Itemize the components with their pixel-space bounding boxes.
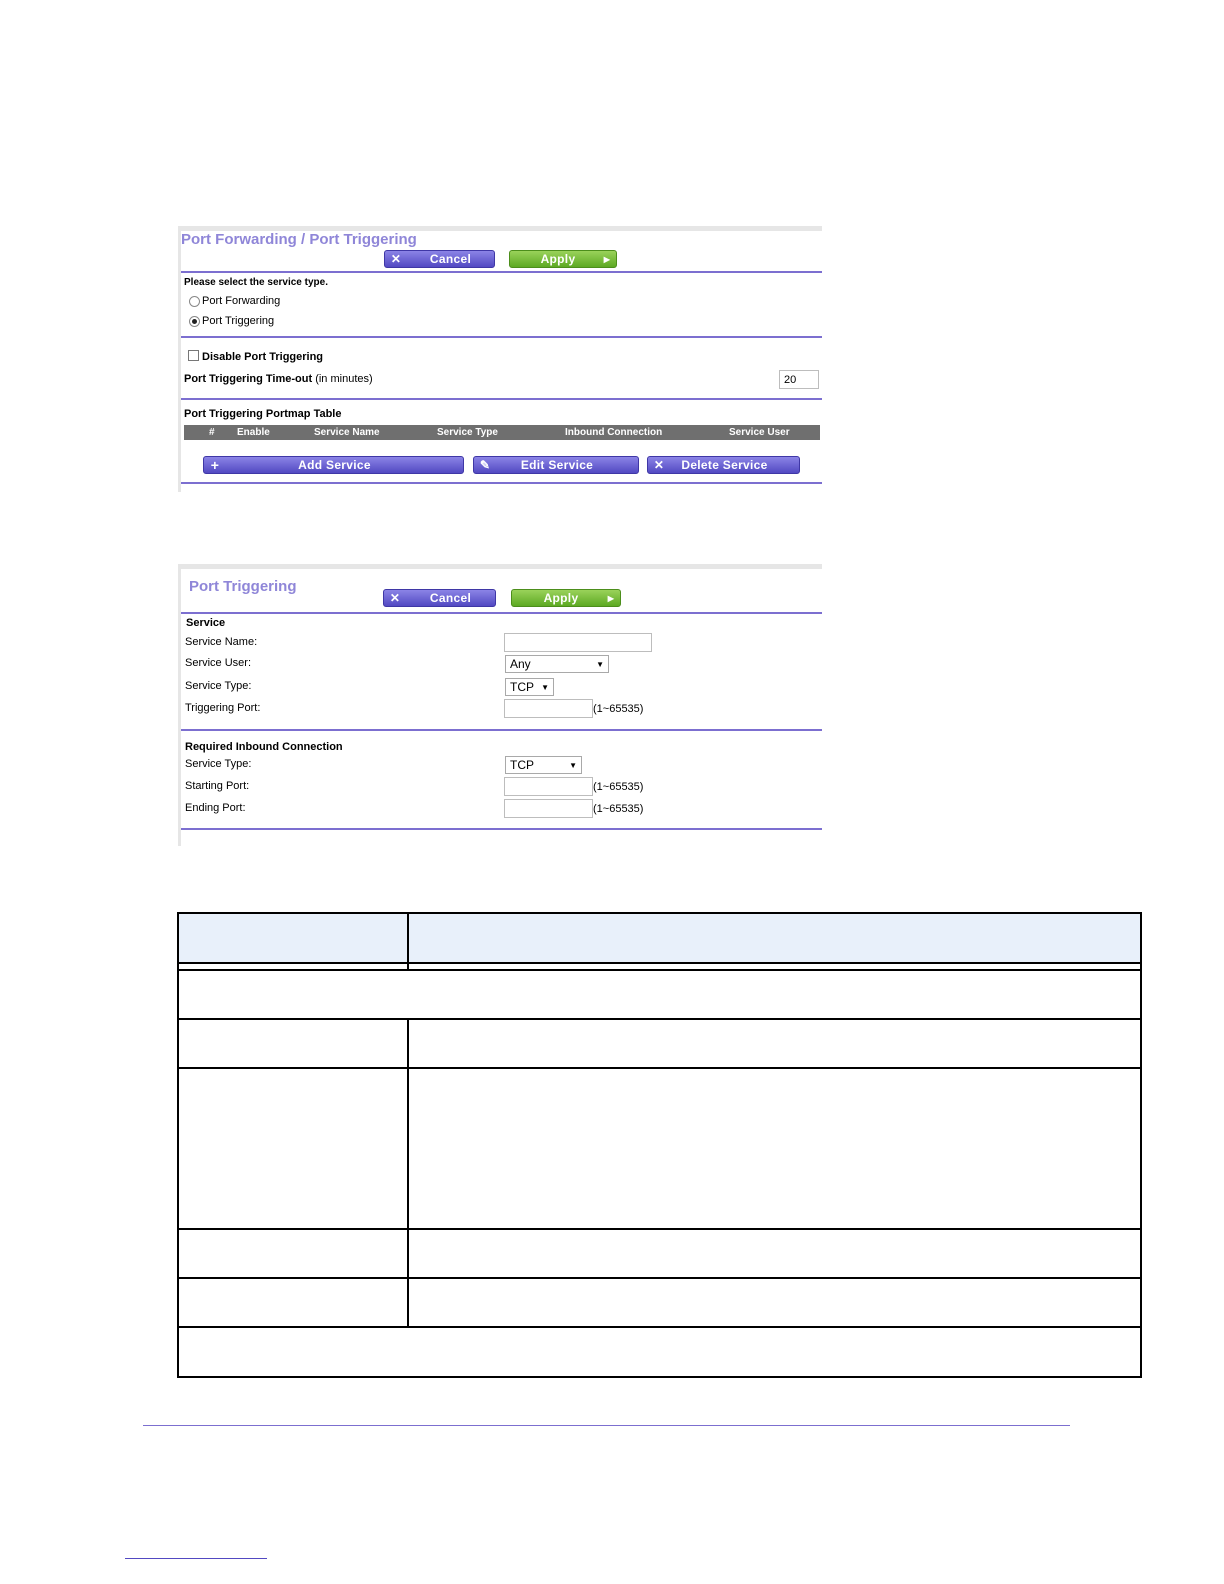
range-hint: (1~65535) <box>593 703 644 715</box>
divider <box>181 729 822 731</box>
service-type-select[interactable]: TCP ▼ <box>505 678 554 696</box>
table-header-row <box>177 912 1142 962</box>
timeout-input[interactable]: 20 <box>779 370 819 389</box>
table-rule <box>177 1326 1142 1328</box>
ending-port-label: Ending Port: <box>185 802 246 814</box>
panel-title: Port Forwarding / Port Triggering <box>181 231 417 248</box>
panel-title: Port Triggering <box>189 578 297 595</box>
column-header: # <box>209 427 215 438</box>
table-rule <box>177 1228 1142 1230</box>
settings-table <box>177 912 1142 1378</box>
portmap-table-header <box>184 425 820 440</box>
divider <box>181 482 822 484</box>
plus-icon: + <box>210 457 220 473</box>
edit-service-button[interactable]: ✎ Edit Service <box>473 456 639 474</box>
apply-button[interactable]: Apply ▶ <box>511 589 621 607</box>
divider <box>181 612 822 614</box>
table-border <box>1140 912 1142 1378</box>
radio-port-forwarding-label: Port Forwarding <box>202 295 281 307</box>
inbound-service-type-select[interactable]: TCP ▼ <box>505 756 582 774</box>
table-rule <box>177 1067 1142 1069</box>
portmap-table-title: Port Triggering Portmap Table <box>184 408 342 420</box>
table-rule <box>177 1277 1142 1279</box>
service-name-input[interactable] <box>504 633 652 652</box>
starting-port-label: Starting Port: <box>185 780 250 792</box>
range-hint: (1~65535) <box>593 803 644 815</box>
arrow-right-icon: ▶ <box>607 593 615 603</box>
delete-service-button[interactable]: ✕ Delete Service <box>647 456 800 474</box>
column-header: Service User <box>729 427 790 438</box>
service-name-label: Service Name: <box>185 636 258 648</box>
column-header: Service Name <box>314 427 380 438</box>
radio-port-triggering[interactable] <box>189 316 200 327</box>
service-section-title: Service <box>186 617 226 629</box>
cancel-button[interactable]: ✕ Cancel <box>384 250 495 268</box>
divider <box>181 398 822 400</box>
divider <box>181 271 822 273</box>
table-rule <box>177 962 1142 964</box>
triggering-port-input[interactable] <box>504 699 593 718</box>
divider <box>181 828 822 830</box>
table-column-divider <box>407 912 409 971</box>
table-border <box>177 912 179 1378</box>
pencil-icon: ✎ <box>479 458 491 472</box>
radio-port-triggering-label: Port Triggering <box>202 315 275 327</box>
service-type-label: Service Type: <box>185 680 252 692</box>
add-service-button[interactable]: + Add Service <box>203 456 464 474</box>
table-column-divider <box>407 1018 409 1328</box>
cancel-button[interactable]: ✕ Cancel <box>383 589 496 607</box>
ending-port-input[interactable] <box>504 799 593 818</box>
port-triggering-panel <box>178 564 822 846</box>
table-rule <box>177 1018 1142 1020</box>
triggering-port-label: Triggering Port: <box>185 702 261 714</box>
service-type-prompt: Please select the service type. <box>184 277 328 288</box>
starting-port-input[interactable] <box>504 777 593 796</box>
inbound-service-type-label: Service Type: <box>185 758 252 770</box>
footer-link-rule <box>125 1558 267 1559</box>
close-icon: ✕ <box>653 458 665 472</box>
chevron-down-icon: ▼ <box>541 682 549 692</box>
panel-top-border <box>178 564 822 569</box>
timeout-label: Port Triggering Time-out (in minutes) <box>184 373 373 385</box>
column-header: Service Type <box>437 427 498 438</box>
chevron-down-icon: ▼ <box>596 659 604 669</box>
close-icon: ✕ <box>389 591 401 605</box>
apply-button[interactable]: Apply ▶ <box>509 250 617 268</box>
table-border <box>177 1376 1142 1378</box>
table-border <box>177 912 1142 914</box>
disable-port-triggering-checkbox[interactable] <box>188 350 199 361</box>
column-header: Inbound Connection <box>565 427 663 438</box>
arrow-right-icon: ▶ <box>603 254 611 264</box>
inbound-section-title: Required Inbound Connection <box>185 741 343 753</box>
table-rule <box>177 969 1142 971</box>
column-header: Enable <box>237 427 270 438</box>
close-icon: ✕ <box>390 252 402 266</box>
radio-port-forwarding[interactable] <box>189 296 200 307</box>
panel-left-border <box>178 564 181 846</box>
port-forwarding-panel <box>178 226 822 492</box>
divider <box>181 336 822 338</box>
panel-left-border <box>178 226 181 492</box>
service-user-select[interactable]: Any ▼ <box>505 655 609 673</box>
range-hint: (1~65535) <box>593 781 644 793</box>
footer-rule <box>143 1425 1070 1426</box>
disable-port-triggering-label: Disable Port Triggering <box>202 351 324 363</box>
service-user-label: Service User: <box>185 657 252 669</box>
chevron-down-icon: ▼ <box>569 760 577 770</box>
